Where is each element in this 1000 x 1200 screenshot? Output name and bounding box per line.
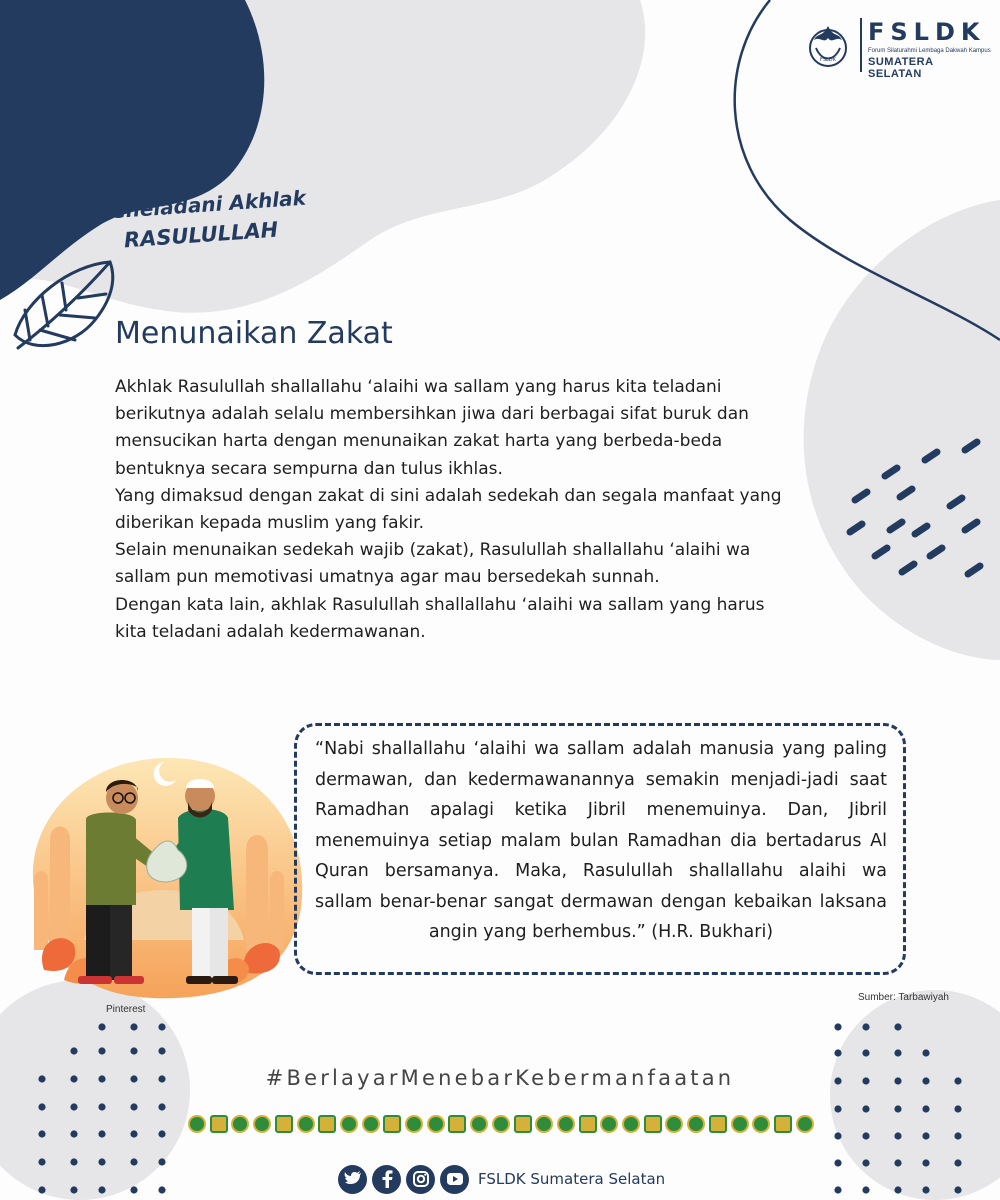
facebook-icon[interactable] [372,1165,401,1194]
series-title-line1: Meneladani Akhlak [91,185,307,225]
youtube-icon[interactable] [440,1165,469,1194]
instagram-icon[interactable] [406,1165,435,1194]
partner-logo [752,1115,770,1133]
social-account-name[interactable]: FSLDK Sumatera Selatan [478,1170,666,1188]
partner-logo [579,1115,597,1133]
fsldk-emblem-icon [806,18,850,68]
partner-logo [383,1115,401,1133]
paragraph: Yang dimaksud dengan zakat di sini adalah sedekah dan segala manfaat yang diberikan kepada muslim yang fakir. [115,485,782,534]
article-heading: Menunaikan Zakat [115,316,393,351]
paragraph: Akhlak Rasulullah shallallahu ‘alaihi wa sallam yang harus kita teladani berikutnya adalah selalu membersihkan jiwa dari berbagai sifat buruk dan mensucikan harta dengan menunaikan zakat harta yang berbeda-beda bentuknya secara sempurna dan tulus ikhlas. [115,377,749,479]
grey-circle-bottom-right [830,990,1000,1200]
partner-logo [557,1115,575,1133]
partner-logo [796,1115,814,1133]
hashtag: #BerlayarMenebarKebermanfaatan [265,1066,735,1090]
paragraph: Selain menunaikan sedekah wajib (zakat), Rasulullah shallallahu ‘alaihi wa sallam pun memotivasi umatnya agar mau bersedekah sunnah. [115,540,751,588]
logo-divider [860,18,862,72]
charity-illustration [14,740,314,1005]
partner-logo [362,1115,380,1133]
source-credit: Sumber: Tarbawiyah [858,992,949,1003]
partner-logo [470,1115,488,1133]
partner-logo [535,1115,553,1133]
series-title-line2: RASULULLAH [123,217,279,253]
partner-logo [644,1115,662,1133]
partner-logo [253,1115,271,1133]
partner-logo [427,1115,445,1133]
partner-logo [600,1115,618,1133]
partner-logo [622,1115,640,1133]
partner-logo [275,1115,293,1133]
social-links [338,1164,665,1194]
partner-logo [709,1115,727,1133]
partner-logo [665,1115,683,1133]
logo-acronym: FSLDK [868,18,986,46]
partner-logo [774,1115,792,1133]
partner-logo [210,1115,228,1133]
fsldk-logo [806,14,991,80]
partner-logo [405,1115,423,1133]
partner-logo [188,1115,206,1133]
partner-logo [514,1115,532,1133]
grey-circle-bottom-left [0,980,190,1200]
partner-logo [340,1115,358,1133]
logo-full-name: Forum Silaturahmi Lembaga Dakwah Kampus [868,48,991,54]
logo-region: SUMATERA SELATAN [868,56,934,80]
emblem-label: FSLDK [820,57,836,63]
partner-logo [492,1115,510,1133]
partner-logo [297,1115,315,1133]
grey-blob-right [804,200,1000,660]
image-credit: Pinterest [106,1004,146,1015]
hadith-quote-box [294,723,906,975]
twitter-icon[interactable] [338,1165,367,1194]
partner-logo [318,1115,336,1133]
paragraph: Dengan kata lain, akhlak Rasulullah shallallahu ‘alaihi wa sallam yang harus kita teladani adalah kedermawanan. [115,594,765,642]
partner-logo [731,1115,749,1133]
partner-logos [188,1110,814,1138]
hadith-quote: “Nabi shallallahu ‘alaihi wa sallam adalah manusia yang paling dermawan, dan kedermawanannya semakin menjadi-jadi saat Ramadhan apalagi ketika Jibril menemuinya. Dan, Jibril menemuinya setiap malam bulan Ramadhan dia bertadarus Al Quran bersamanya. Maka, Rasulullah shallallahu alaihi wa sallam benar-benar sangat dermawan dengan kebaikan laksana angin yang berhembus.” (H.R. Bukhari) [315,739,887,942]
article-body [115,374,795,646]
partner-logo [231,1115,249,1133]
partner-logo [448,1115,466,1133]
partner-logo [687,1115,705,1133]
